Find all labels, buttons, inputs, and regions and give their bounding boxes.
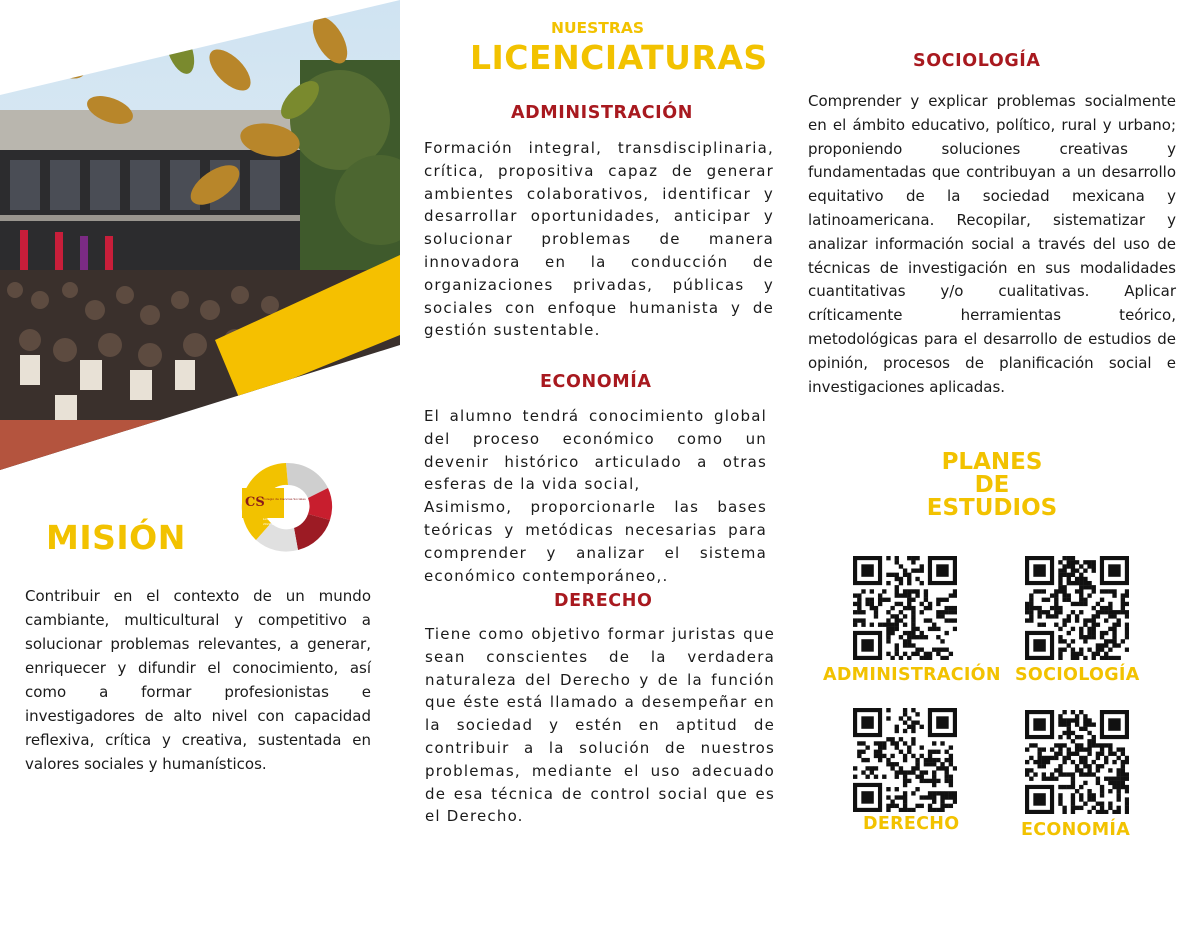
institution-logo — [236, 458, 336, 554]
derecho-text: Tiene como objetivo formar juristas que sean conscientes de la verdadera naturaleza del Derecho y de la función que éste está llamado a desempeñar en la sociedad y estén en aptitud de contribuir a la solución de nuestros problemas, mediante el uso adecuado de esa técnica de control social que es el Derecho. — [425, 625, 775, 826]
planes-line3: ESTUDIOS — [926, 495, 1058, 521]
licenciaturas-title: LICENCIATURAS — [470, 38, 768, 77]
qr-label-administracion: ADMINISTRACIÓN — [823, 665, 1001, 685]
logo-line2: Licenciatura — [263, 517, 282, 521]
administracion-title: ADMINISTRACIÓN — [511, 103, 693, 123]
qr-code-icon[interactable] — [1025, 710, 1129, 814]
mision-text: Contribuir en el contexto de un mundo cambiante, multicultural y competitivo a solucionar problemas relevantes, a generar, enriquecer y difundir el conocimiento, así como a formar profesionistas e investigadores de alto nivel con capacidad reflexiva, crítica y creativa, sustentada en valores sociales y humanísticos. — [25, 587, 371, 773]
qr-code-icon[interactable] — [1025, 556, 1129, 660]
derecho-title: DERECHO — [554, 591, 653, 611]
economia-text — [424, 405, 767, 587]
planes-line2: DE — [974, 472, 1010, 498]
sociologia-title: SOCIOLOGÍA — [913, 51, 1041, 71]
qr-code-icon[interactable] — [853, 556, 957, 660]
logo-line3: 2022-2026 — [263, 522, 280, 526]
logo-monogram: CS — [245, 495, 265, 510]
licenciaturas-kicker: NUESTRAS — [551, 19, 644, 37]
sociologia-text: Comprender y explicar problemas socialmente en el ámbito educativo, político, rural y urbano; proponiendo soluciones creativas y fundamentadas que contribuyan a un desarrollo equitativo de la sociedad mexicana y latinoamericana. Recopilar, sistematizar y analizar información social a través del uso de técnicas de investigación en sus modalidades cuantitativas y/o cualitativas. Aplicar críticamente herramientas teórico, metodológicas para el desarrollo de estudios de opinión, procesos de planificación social e investigaciones aplicadas. — [808, 92, 1176, 396]
administracion-text: Formación integral, transdisciplinaria, crítica, propositiva capaz de generar ambientes colaborativos, identificar y desarrollar oportunidades, anticipar y solucionar problemas de manera innovadora en la conducción de organizaciones privadas, públicas y sociales con enfoque humanista y de gestión sustentable. — [424, 139, 774, 340]
planes-line1: PLANES — [941, 449, 1043, 475]
economia-text-2: Asimismo, proporcionarle las bases teóricas y metódicas necesarias para comprender y analizar el sistema económico contemporáneo,. — [424, 498, 767, 585]
qr-label-derecho: DERECHO — [863, 814, 960, 834]
logo-line1: Colegio de Ciencias Sociales — [263, 497, 306, 501]
mision-title: MISIÓN — [46, 518, 186, 557]
qr-label-sociologia: SOCIOLOGÍA — [1015, 665, 1140, 685]
qr-label-economia: ECONOMÍA — [1021, 820, 1131, 840]
auditorium-photo — [0, 0, 400, 470]
planes-title — [880, 451, 1104, 520]
qr-code-icon[interactable] — [853, 708, 957, 812]
economia-text-1: El alumno tendrá conocimiento global del proceso económico como un devenir histórico articulado a otras esferas de la vida social, — [424, 407, 767, 494]
economia-title: ECONOMÍA — [540, 372, 652, 392]
